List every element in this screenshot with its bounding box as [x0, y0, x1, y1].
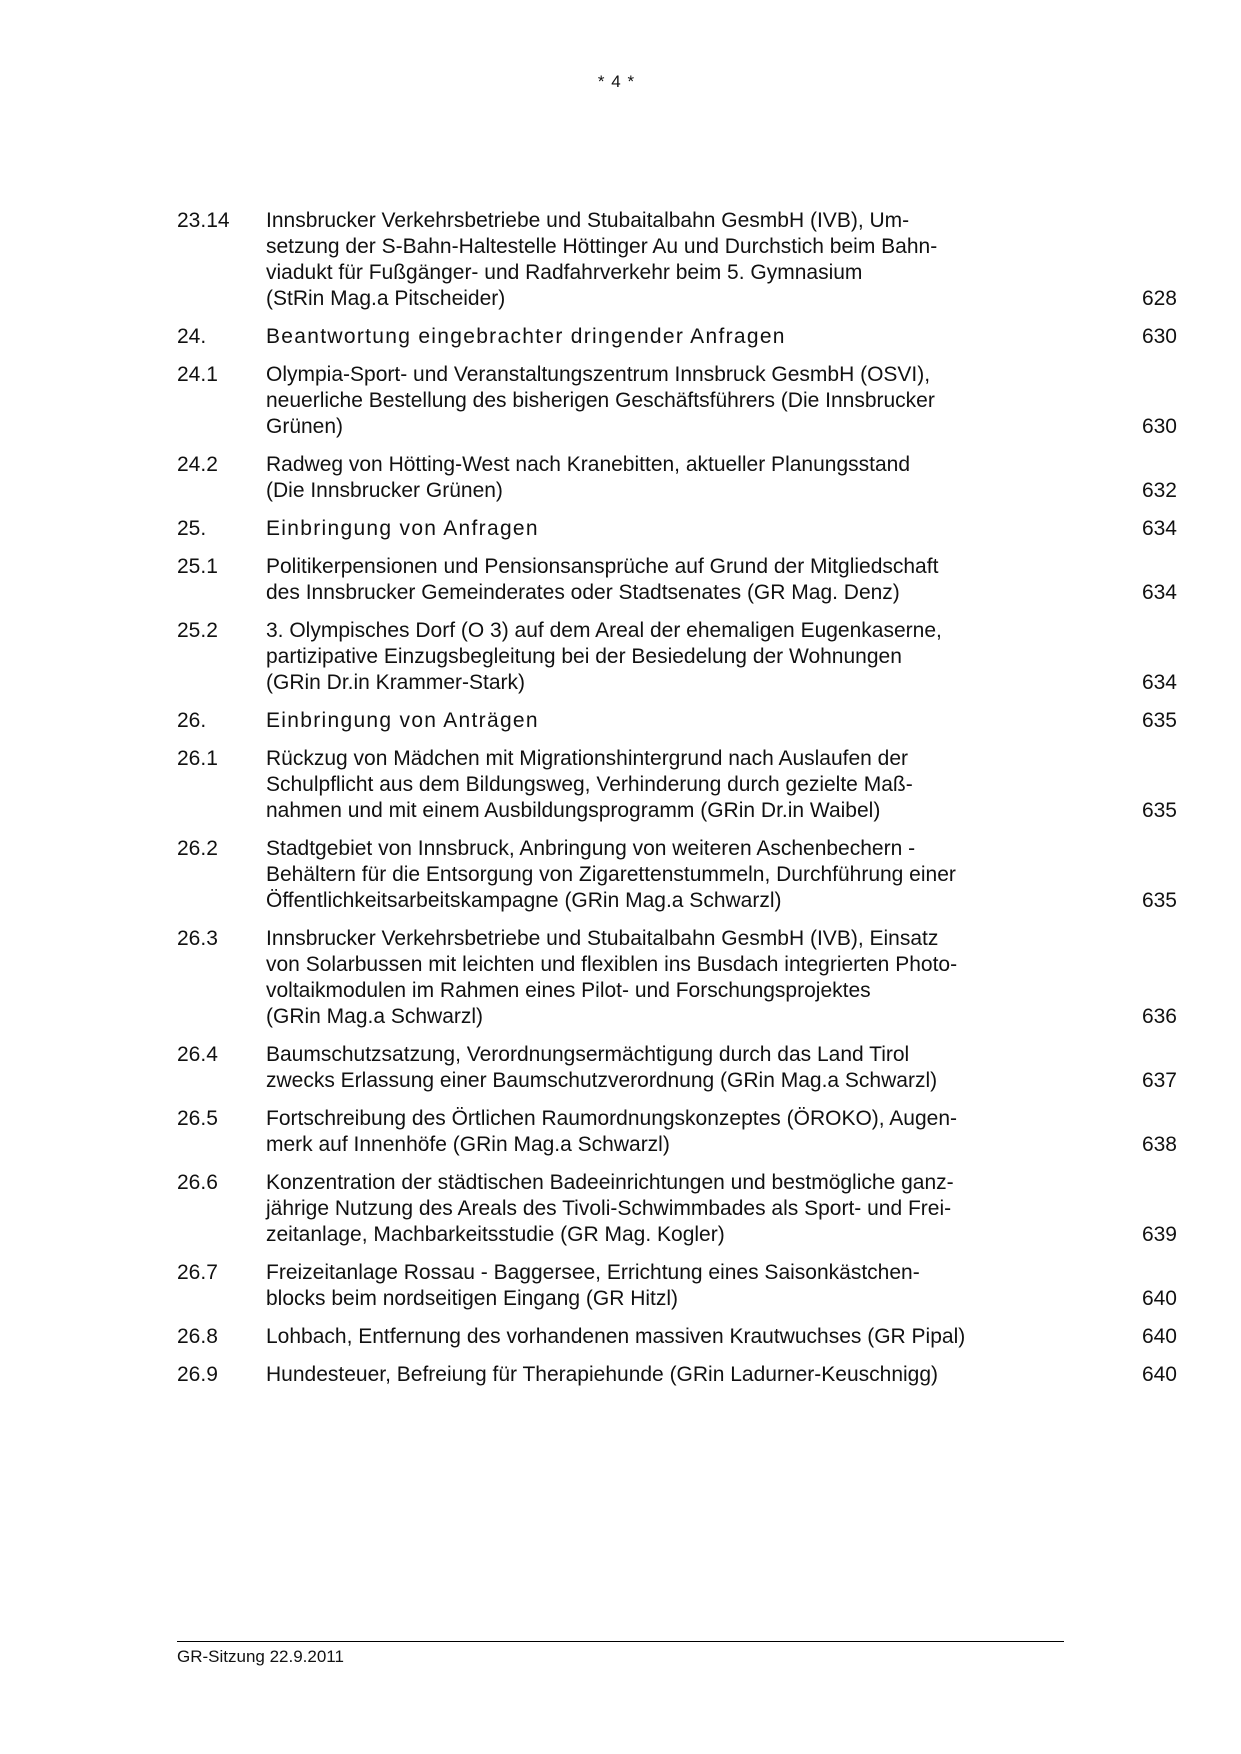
toc-entry-number: 26.5 [177, 1107, 218, 1130]
toc-entry-title: Freizeitanlage Rossau - Baggersee, Errichtung eines Saisonkästchen- blocks beim nordseitigen Eingang (GR Hitzl) [266, 1261, 920, 1310]
toc-section-heading [177, 516, 1177, 542]
toc-entry-title: Einbringung von Anträgen [266, 709, 539, 732]
toc-entry [177, 836, 1177, 914]
table-of-contents [177, 208, 1177, 1400]
toc-entry-number: 25.1 [177, 555, 218, 578]
toc-entry-page: 635 [1141, 709, 1177, 732]
toc-entry-page: 628 [1141, 287, 1177, 310]
toc-entry-page: 636 [1141, 1005, 1177, 1028]
toc-entry-number: 26. [177, 709, 207, 732]
toc-entry-title: Beantwortung eingebrachter dringender Anfragen [266, 325, 786, 348]
toc-entry [177, 1260, 1177, 1312]
toc-entry [177, 208, 1177, 312]
toc-entry-page: 632 [1141, 479, 1177, 502]
toc-entry [177, 452, 1177, 504]
toc-entry-page: 635 [1141, 889, 1177, 912]
toc-entry-number: 26.4 [177, 1043, 218, 1066]
toc-entry-number: 25. [177, 517, 207, 540]
toc-entry [177, 1170, 1177, 1248]
toc-entry-title: Olympia-Sport- und Veranstaltungszentrum Innsbruck GesmbH (OSVI), neuerliche Bestellung des bisherigen Geschäftsführers (Die Innsbrucker Grünen) [266, 363, 935, 438]
toc-entry-title: Konzentration der städtischen Badeeinrichtungen und bestmögliche ganz- jährige Nutzung des Areals des Tivoli-Schwimmbades als Sport- und Frei- zeitanlage, Machbarkeitsstudie (GR Mag. Kogler) [266, 1171, 954, 1246]
toc-entry-page: 640 [1141, 1287, 1177, 1310]
toc-entry [177, 1362, 1177, 1388]
toc-entry-page: 630 [1141, 415, 1177, 438]
toc-entry-title: Innsbrucker Verkehrsbetriebe und Stubaitalbahn GesmbH (IVB), Um- setzung der S-Bahn-Haltestelle Höttinger Au und Durchstich beim Bahn- viadukt für Fußgänger- und Radfahrverkehr beim 5. Gymnasium (StRin Mag.a Pitscheider) [266, 209, 938, 310]
toc-entry-number: 26.2 [177, 837, 218, 860]
toc-entry-number: 26.7 [177, 1261, 218, 1284]
toc-entry-number: 24. [177, 325, 207, 348]
toc-entry-number: 23.14 [177, 209, 230, 232]
toc-entry-page: 634 [1141, 517, 1177, 540]
toc-entry-page: 630 [1141, 325, 1177, 348]
toc-entry [177, 1042, 1177, 1094]
toc-entry-number: 25.2 [177, 619, 218, 642]
toc-entry-number: 26.6 [177, 1171, 218, 1194]
toc-entry-page: 640 [1141, 1363, 1177, 1386]
toc-entry [177, 618, 1177, 696]
toc-entry-page: 634 [1141, 671, 1177, 694]
toc-entry-title: Rückzug von Mädchen mit Migrationshintergrund nach Auslaufen der Schulpflicht aus dem Bildungsweg, Verhinderung durch gezielte Maß- nahmen und mit einem Ausbildungsprogramm (GRin Dr.in Waibel) [266, 747, 913, 822]
toc-entry-title: Hundesteuer, Befreiung für Therapiehunde (GRin Ladurner-Keuschnigg) [266, 1363, 939, 1386]
toc-entry-title: Innsbrucker Verkehrsbetriebe und Stubaitalbahn GesmbH (IVB), Einsatz von Solarbussen mit leichten und flexiblen ins Busdach integrierten Photo- voltaikmodulen im Rahmen eines Pilot- und Forschungsprojektes (GRin Mag.a Schwarzl) [266, 927, 958, 1028]
toc-entry-title: Stadtgebiet von Innsbruck, Anbringung von weiteren Aschenbechern - Behältern für die Entsorgung von Zigarettenstummeln, Durchführung einer Öffentlichkeitsarbeitskampagne (GRin Mag.a Schwarzl) [266, 837, 956, 912]
toc-entry-title: Einbringung von Anfragen [266, 517, 539, 540]
page-number: * 4 * [597, 72, 636, 91]
toc-entry-title: Radweg von Hötting-West nach Kranebitten, aktueller Planungsstand (Die Innsbrucker Grünen) [266, 453, 910, 502]
toc-entry-title: Baumschutzsatzung, Verordnungsermächtigung durch das Land Tirol zwecks Erlassung einer Baumschutzverordnung (GRin Mag.a Schwarzl) [266, 1043, 938, 1092]
toc-entry-number: 24.1 [177, 363, 218, 386]
toc-entry-number: 26.9 [177, 1363, 218, 1386]
toc-entry [177, 1324, 1177, 1350]
footer-text: GR-Sitzung 22.9.2011 [177, 1647, 344, 1666]
toc-entry-page: 635 [1141, 799, 1177, 822]
toc-entry-title: Fortschreibung des Örtlichen Raumordnungskonzeptes (ÖROKO), Augen- merk auf Innenhöfe (GRin Mag.a Schwarzl) [266, 1107, 958, 1156]
toc-section-heading [177, 324, 1177, 350]
toc-entry-page: 634 [1141, 581, 1177, 604]
toc-entry-page: 638 [1141, 1133, 1177, 1156]
toc-entry-number: 26.8 [177, 1325, 218, 1348]
toc-section-heading [177, 708, 1177, 734]
toc-entry-title: 3. Olympisches Dorf (O 3) auf dem Areal der ehemaligen Eugenkaserne, partizipative Einzugsbegleitung bei der Besiedelung der Wohnungen (GRin Dr.in Krammer-Stark) [266, 619, 942, 694]
toc-entry [177, 1106, 1177, 1158]
toc-entry-number: 26.3 [177, 927, 218, 950]
toc-entry-page: 640 [1141, 1325, 1177, 1348]
toc-entry [177, 362, 1177, 440]
toc-entry [177, 746, 1177, 824]
toc-entry [177, 554, 1177, 606]
toc-entry-title: Lohbach, Entfernung des vorhandenen massiven Krautwuchses (GR Pipal) [266, 1325, 966, 1348]
toc-entry-number: 26.1 [177, 747, 218, 770]
toc-entry-number: 24.2 [177, 453, 218, 476]
footer-divider [177, 1641, 1064, 1642]
toc-entry [177, 926, 1177, 1030]
toc-entry-page: 639 [1141, 1223, 1177, 1246]
toc-entry-page: 637 [1141, 1069, 1177, 1092]
toc-entry-title: Politikerpensionen und Pensionsansprüche auf Grund der Mitgliedschaft des Innsbrucker Gemeinderates oder Stadtsenates (GR Mag. Denz) [266, 555, 939, 604]
